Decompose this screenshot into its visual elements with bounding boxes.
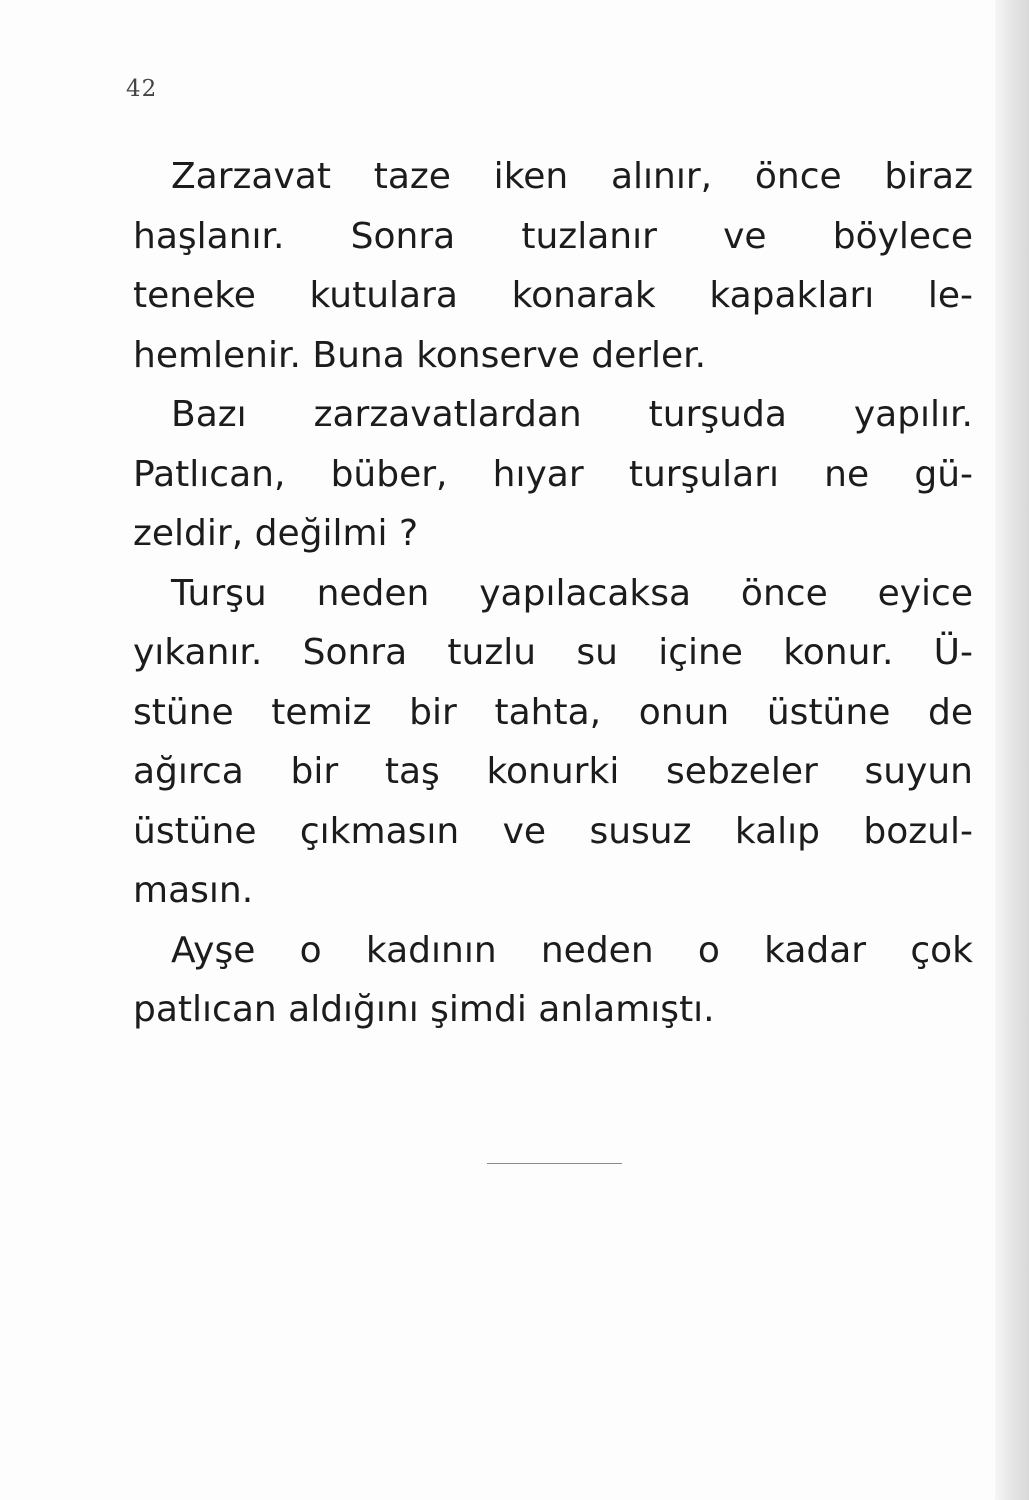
page-edge-shadow bbox=[995, 0, 1029, 1500]
text-line: yıkanır. Sonra tuzlu su içine konur. Ü- bbox=[133, 632, 973, 673]
text-line: üstüne çıkmasın ve susuz kalıp bozul- bbox=[133, 810, 973, 852]
page-number: 42 bbox=[126, 76, 158, 102]
text-line: haşlanır. Sonra tuzlanır ve böylece bbox=[133, 215, 973, 257]
text-line: patlıcan aldığını şimdi anlamıştı. bbox=[133, 989, 715, 1030]
text-line: Zarzavat taze iken alınır, önce biraz bbox=[171, 156, 973, 197]
text-line: masın. bbox=[133, 870, 254, 911]
text-line: zeldir, değilmi ? bbox=[133, 513, 419, 554]
text-line: teneke kutulara konarak kapakları le- bbox=[133, 275, 973, 316]
text-line: Ayşe o kadının neden o kadar çok bbox=[171, 929, 973, 971]
section-divider bbox=[487, 1163, 622, 1164]
text-line: Turşu neden yapılacaksa önce eyice bbox=[171, 572, 973, 614]
text-line: Bazı zarzavatlardan turşuda yapılır. bbox=[171, 394, 973, 435]
body-text bbox=[133, 147, 973, 1040]
text-line: Patlıcan, büber, hıyar turşuları ne gü- bbox=[133, 453, 973, 495]
text-line: hemlenir. Buna konserve derler. bbox=[133, 334, 707, 376]
text-line: stüne temiz bir tahta, onun üstüne de bbox=[133, 691, 973, 733]
text-line: ağırca bir taş konurki sebzeler suyun bbox=[133, 751, 973, 792]
